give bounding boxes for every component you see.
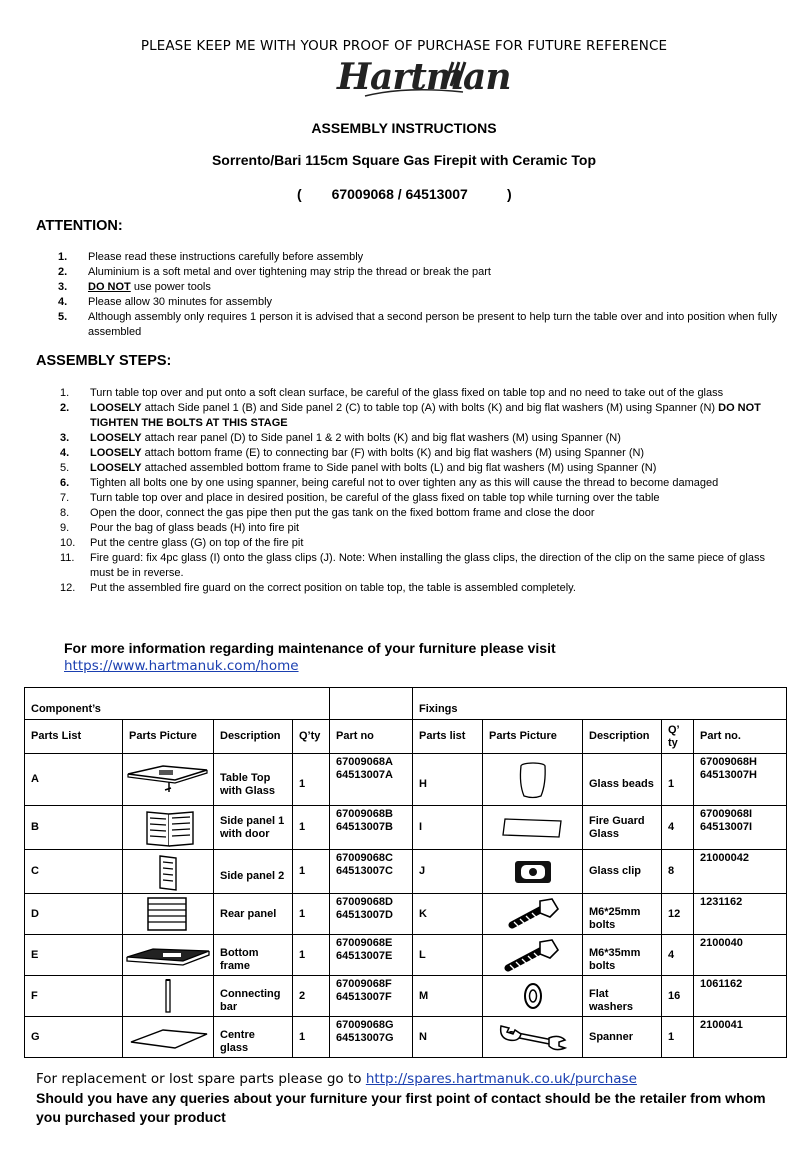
part-description: Centre glass <box>214 1017 293 1058</box>
spanner-icon <box>483 1017 583 1058</box>
part-qty: 1 <box>293 894 330 935</box>
part-description: Table Top with Glass <box>214 754 293 806</box>
hartman-logo: Hartman <box>335 56 475 106</box>
part-qty: 1 <box>293 935 330 976</box>
part-id: D <box>25 894 123 935</box>
part-number: 67009068D 64513007D <box>330 894 413 935</box>
fixing-qty: 4 <box>662 806 694 850</box>
fixing-part-number: 2100040 <box>694 935 787 976</box>
part-id: F <box>25 976 123 1017</box>
side-panel-door-icon <box>123 806 214 850</box>
part-qty: 1 <box>293 1017 330 1058</box>
part-number: 67009068G 64513007G <box>330 1017 413 1058</box>
assembly-title: ASSEMBLY INSTRUCTIONS <box>311 120 497 136</box>
parts-table <box>24 687 787 1058</box>
list-item: 1. Turn table top over and put onto a soft clean surface, be careful of the glass fixed on table top and no need to take out of the glass <box>60 387 724 399</box>
table-row <box>25 754 787 806</box>
col-description: Description <box>214 720 293 754</box>
part-number: 67009068B 64513007B <box>330 806 413 850</box>
logo-swoosh-icon <box>335 56 475 106</box>
fixing-id: J <box>413 850 483 894</box>
product-codes: ( 67009068 / 64513007 ) <box>297 186 512 202</box>
fire-guard-glass-icon <box>483 806 583 850</box>
table-row <box>25 806 787 850</box>
assembly-steps-list <box>60 386 770 596</box>
list-item: 7. Turn table top over and place in desired position, be careful of the glass fixed on table top while turning over the table <box>60 492 660 504</box>
fixing-part-number: 1061162 <box>694 976 787 1017</box>
list-item: 3. LOOSELY attach rear panel (D) to Side panel 1 & 2 with bolts (K) and big flat washers (M) using Spanner (N) <box>60 432 621 444</box>
table-row <box>25 850 787 894</box>
fixing-qty: 16 <box>662 976 694 1017</box>
fixing-id: H <box>413 754 483 806</box>
part-number: 67009068A 64513007A <box>330 754 413 806</box>
col-fixings-qty: Q’ ty <box>662 720 694 754</box>
fixing-description: M6*25mm bolts <box>583 894 662 935</box>
side-panel-icon <box>123 850 214 894</box>
attention-list <box>58 250 778 340</box>
part-description: Rear panel <box>214 894 293 935</box>
fixing-qty: 12 <box>662 894 694 935</box>
maintenance-info: For more information regarding maintenance of your furniture please visit <box>64 640 556 656</box>
list-item: 2. Aluminium is a soft metal and over tightening may strip the thread or break the part <box>58 266 491 278</box>
col-fixings-parts-list: Parts list <box>413 720 483 754</box>
connecting-bar-icon <box>123 976 214 1017</box>
col-part-no: Part no <box>330 720 413 754</box>
fixing-description: Flat washers <box>583 976 662 1017</box>
bolt-icon <box>483 894 583 935</box>
part-description: Side panel 1 with door <box>214 806 293 850</box>
fixing-part-number: 21000042 <box>694 850 787 894</box>
fixing-qty: 1 <box>662 1017 694 1058</box>
list-item: 12. Put the assembled fire guard on the correct position on table top, the table is assembled completely. <box>60 582 576 594</box>
list-item: 6. Tighten all bolts one by one using spanner, being careful not to over tighten any as this will cause the thread to become damaged <box>60 477 719 489</box>
maintenance-link[interactable]: https://www.hartmanuk.com/home <box>64 658 299 674</box>
fixing-description: Fire Guard Glass <box>583 806 662 850</box>
fixing-part-number: 1231162 <box>694 894 787 935</box>
glass-beads-bag-icon <box>483 754 583 806</box>
glass-clip-icon <box>483 850 583 894</box>
table-top-icon <box>123 754 214 806</box>
part-qty: 1 <box>293 806 330 850</box>
table-row <box>25 976 787 1017</box>
list-item: 10. Put the centre glass (G) on top of the fire pit <box>60 537 304 549</box>
fixing-id: I <box>413 806 483 850</box>
col-qty: Q’ty <box>293 720 330 754</box>
list-item: 5. LOOSELY attached assembled bottom frame to Side panel with bolts (L) and big flat washers (M) using Spanner (N) <box>60 462 657 474</box>
list-item: 9. Pour the bag of glass beads (H) into fire pit <box>60 522 300 534</box>
list-item: 8. Open the door, connect the gas pipe then put the gas tank on the fixed bottom frame and close the door <box>60 507 595 519</box>
queries-notice: Should you have any queries about your furniture your first point of contact should be the retailer from whom you purchased your product <box>36 1090 766 1125</box>
list-item: 4. Please allow 30 minutes for assembly <box>58 296 273 308</box>
part-qty: 2 <box>293 976 330 1017</box>
table-section-header <box>25 688 787 720</box>
fixing-part-number: 67009068H 64513007H <box>694 754 787 806</box>
fixing-description: Glass beads <box>583 754 662 806</box>
col-fixings-parts-picture: Parts Picture <box>483 720 583 754</box>
part-id: G <box>25 1017 123 1058</box>
centre-glass-icon <box>123 1017 214 1058</box>
assembly-steps-title: ASSEMBLY STEPS: <box>36 353 172 369</box>
fixing-part-number: 2100041 <box>694 1017 787 1058</box>
part-description: Side panel 2 <box>214 850 293 894</box>
fixing-id: N <box>413 1017 483 1058</box>
part-id: C <box>25 850 123 894</box>
part-description: Connecting bar <box>214 976 293 1017</box>
list-item: 5. Although assembly only requires 1 person it is advised that a second person be present to help turn the table over and into position when fully assembled <box>58 311 778 338</box>
table-row <box>25 935 787 976</box>
list-item: 3. DO NOT use power tools <box>58 281 211 293</box>
product-title: Sorrento/Bari 115cm Square Gas Firepit with Ceramic Top <box>211 152 597 168</box>
list-item: 2. LOOSELY attach Side panel 1 (B) and Side panel 2 (C) to table top (A) with bolts (K) and big flat washers (M) using Spanner (N) DO NOT TIGHTEN THE BOLTS AT THIS STAGE <box>60 402 761 429</box>
part-qty: 1 <box>293 850 330 894</box>
list-item: 4. LOOSELY attach bottom frame (E) to connecting bar (F) with bolts (K) and big flat washers (M) using Spanner (N) <box>60 447 645 459</box>
fixing-description: Glass clip <box>583 850 662 894</box>
part-number: 67009068F 64513007F <box>330 976 413 1017</box>
col-fixings-description: Description <box>583 720 662 754</box>
col-fixings-part-no: Part no. <box>694 720 787 754</box>
table-header-row <box>25 720 787 754</box>
rear-panel-icon <box>123 894 214 935</box>
retain-notice: PLEASE KEEP ME WITH YOUR PROOF OF PURCHASE FOR FUTURE REFERENCE <box>140 38 668 54</box>
fixing-description: M6*35mm bolts <box>583 935 662 976</box>
fixing-qty: 4 <box>662 935 694 976</box>
attention-title: ATTENTION: <box>36 218 123 234</box>
table-row <box>25 1017 787 1058</box>
fixing-qty: 8 <box>662 850 694 894</box>
replacement-info: For replacement or lost spare parts please go to http://spares.hartmanuk.co.uk/purchase <box>36 1071 637 1087</box>
fixing-part-number: 67009068I 64513007I <box>694 806 787 850</box>
bottom-frame-icon <box>123 935 214 976</box>
part-number: 67009068E 64513007E <box>330 935 413 976</box>
spares-link[interactable]: http://spares.hartmanuk.co.uk/purchase <box>365 1071 637 1087</box>
part-description: Bottom frame <box>214 935 293 976</box>
table-row <box>25 894 787 935</box>
long-bolt-icon <box>483 935 583 976</box>
components-label: Component’s <box>25 688 330 720</box>
part-qty: 1 <box>293 754 330 806</box>
flat-washer-icon <box>483 976 583 1017</box>
list-item: 1. Please read these instructions carefully before assembly <box>58 251 364 263</box>
part-id: E <box>25 935 123 976</box>
part-number: 67009068C 64513007C <box>330 850 413 894</box>
list-item: 11. Fire guard: fix 4pc glass (I) onto the glass clips (J). Note: When installing the glass clips, the direction of the clip on the same piece of glass must be in reverse. <box>60 552 765 579</box>
fixings-label: Fixings <box>413 688 787 720</box>
col-parts-picture: Parts Picture <box>123 720 214 754</box>
part-id: A <box>25 754 123 806</box>
fixing-id: M <box>413 976 483 1017</box>
fixing-description: Spanner <box>583 1017 662 1058</box>
fixing-id: L <box>413 935 483 976</box>
fixing-id: K <box>413 894 483 935</box>
col-parts-list: Parts List <box>25 720 123 754</box>
fixing-qty: 1 <box>662 754 694 806</box>
part-id: B <box>25 806 123 850</box>
